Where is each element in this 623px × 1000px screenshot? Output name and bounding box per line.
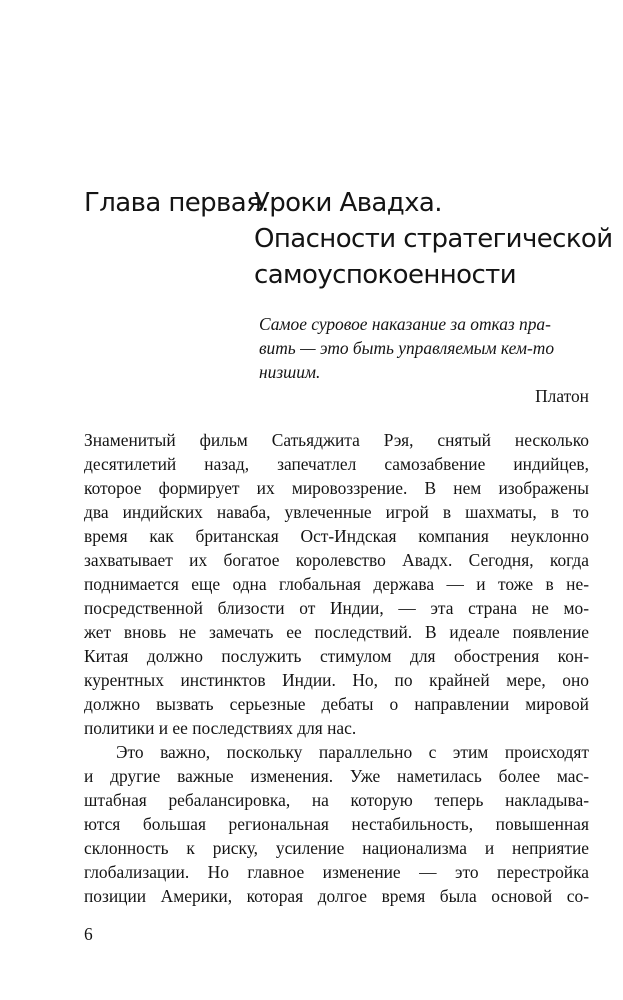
- text-line: которое формирует их мировоззрение. В нем изображены: [84, 478, 589, 498]
- text-line: Это важно, поскольку параллельно с этим происходят: [116, 742, 589, 762]
- text-line: курентных инстинктов Индии. Но, по крайней мере, оно: [84, 670, 589, 690]
- text-line: поднимается еще одна глобальная держава — и тоже в не-: [84, 574, 589, 594]
- page-number: 6: [84, 924, 93, 944]
- text-line: Знаменитый фильм Сатьяджита Рэя, снятый несколько: [84, 430, 589, 450]
- text-line: два индийских наваба, увлеченные игрой в шахматы, в то: [84, 502, 589, 522]
- epigraph-line: низшим.: [259, 362, 321, 382]
- text-line: посредственной близости от Индии, — эта страна не мо-: [84, 598, 589, 618]
- chapter-title-line: самоуспокоенности: [254, 260, 516, 290]
- epigraph-line: Самое суровое наказание за отказ пра-: [259, 314, 551, 334]
- text-line: жет вновь не замечать ее последствий. В идеале появление: [84, 622, 589, 642]
- text-line: десятилетий назад, запечатлел самозабвение индийцев,: [84, 454, 589, 474]
- epigraph-line: вить — это быть управляемым кем-то: [259, 338, 555, 358]
- chapter-label: Глава первая.: [84, 188, 269, 218]
- epigraph-author: Платон: [535, 386, 589, 406]
- chapter-title-line: Опасности стратегической: [254, 224, 613, 254]
- text-line: позиции Америки, которая долгое время была основой со-: [84, 886, 589, 906]
- text-line: должно вызвать серьезные дебаты о направлении мировой: [84, 694, 589, 714]
- text-line: глобализации. Но главное изменение — это перестройка: [84, 862, 589, 882]
- text-line: политики и ее последствиях для нас.: [84, 718, 357, 738]
- paragraph: [84, 428, 589, 740]
- chapter-title-line: Уроки Авадха.: [254, 188, 442, 218]
- epigraph: [259, 312, 589, 406]
- text-line: захватывает их богатое королевство Авадх. Сегодня, когда: [84, 550, 589, 570]
- text-line: и другие важные изменения. Уже наметилась более мас-: [84, 766, 589, 786]
- body-text: [84, 428, 589, 908]
- text-line: Китая должно послужить стимулом для обострения кон-: [84, 646, 589, 666]
- text-line: ются большая региональная нестабильность, повышенная: [84, 814, 589, 834]
- text-line: штабная ребалансировка, на которую теперь накладыва-: [84, 790, 589, 810]
- text-line: склонность к риску, усиление национализма и неприятие: [84, 838, 589, 858]
- paragraph: [84, 740, 589, 908]
- text-line: время как британская Ост-Индская компания неуклонно: [84, 526, 589, 546]
